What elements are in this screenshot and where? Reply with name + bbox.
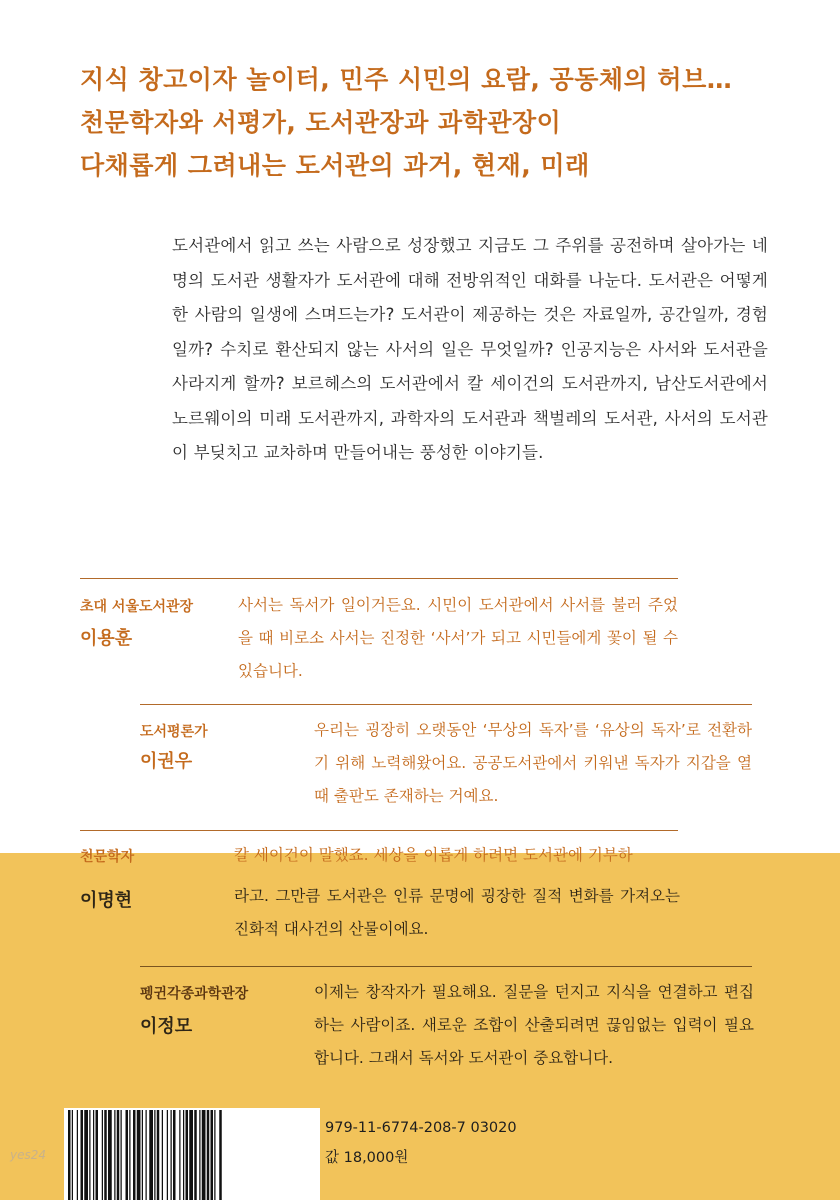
barcode-bar [157,1110,160,1200]
barcode-bar [129,1110,130,1200]
barcode-bar [202,1110,206,1200]
barcode-bar [167,1110,168,1200]
barcode-bar [207,1110,210,1200]
divider-2 [140,704,752,705]
barcode-bar [89,1110,90,1200]
barcode-bar [154,1110,155,1200]
barcode-bar [102,1110,103,1200]
barcode-bar [171,1110,172,1200]
divider-4 [140,966,752,967]
barcode-bar [179,1110,180,1200]
barcode-bar [68,1110,71,1200]
barcode-bar [189,1110,193,1200]
barcode-bar [84,1110,88,1200]
barcode-bar [186,1110,189,1200]
barcode-bar [108,1110,112,1200]
barcode-bar [117,1110,120,1200]
quote-3-name: 이명현 [80,890,133,911]
barcode-bar [126,1110,129,1200]
barcode-bar [162,1110,163,1200]
quote-4-name: 이정모 [140,1016,193,1037]
headline-line-3: 다채롭게 그려내는 도서관의 과거, 현재, 미래 [80,151,590,180]
headline-line-1: 지식 창고이자 놀이터, 민주 시민의 요람, 공동체의 허브… [80,65,733,94]
barcode-bar [194,1110,197,1200]
divider-3 [80,830,678,831]
barcode-bar [199,1110,200,1200]
quote-3-text-rest: 라고. 그만큼 도서관은 인류 문명에 굉장한 질적 변화를 가져오는 진화적 대사건의 산물이에요. [234,887,680,938]
quote-4-text: 이제는 창작자가 필요해요. 질문을 던지고 지식을 연결하고 편집하는 사람이죠. 새로운 조합이 산출되려면 끊임없는 입력이 필요합니다. 그래서 독서와 도서관이 중요합니다. [314,983,754,1067]
barcode-bar [219,1110,222,1200]
barcode-bar [96,1110,99,1200]
barcode-bar [149,1110,153,1200]
quote-1-text: 사서는 독서가 일이거든요. 시민이 도서관에서 사서를 불러 주었을 때 비로소 사서는 진정한 ‘사서’가 되고 시민들에게 꽃이 될 수 있습니다. [238,596,678,680]
headline-line-2: 천문학자와 서평가, 도서관장과 과학관장이 [80,108,562,137]
barcode-bar [142,1110,143,1200]
barcode-bar [81,1110,84,1200]
quote-3-text-line-1: 칼 세이건이 말했죠. 세상을 이롭게 하려면 도서관에 기부하 [234,846,633,864]
watermark-text: yes24 [10,1148,47,1162]
isbn-text: 979-11-6774-208-7 03020 [325,1120,517,1136]
barcode-bar [133,1110,136,1200]
barcode-bar [146,1110,147,1200]
barcode-bar [183,1110,184,1200]
quote-2-role: 도서평론가 [140,724,208,740]
barcode-bar [77,1110,78,1200]
barcode-bar [104,1110,107,1200]
quote-1-role: 초대 서울도서관장 [80,599,194,615]
barcode-bar [173,1110,176,1200]
barcode-bar [137,1110,141,1200]
quote-4-role: 펭귄각종과학관장 [140,986,249,1002]
barcode-bar [211,1110,214,1200]
barcode-box [64,1108,320,1200]
quote-1-name: 이용훈 [80,628,133,649]
barcode-bar [121,1110,122,1200]
quote-3-role: 천문학자 [80,849,135,865]
barcode-bar [214,1110,215,1200]
price-text: 값 18,000원 [325,1150,409,1166]
intro-paragraph: 도서관에서 읽고 쓰는 사람으로 성장했고 지금도 그 주위를 공전하며 살아가는 네 명의 도서관 생활자가 도서관에 대해 전방위적인 대화를 나눈다. 도서관은 어떻게 한 사람의 일생에 스며드는가? 도서관이 제공하는 것은 자료일까, 공간일까, 경험일까? 수치로 환산되지 않는 사서의 일은 무엇일까? 인공지능은 사서와 도서관을 사라지게 할까? 보르헤스의 도서관에서 칼 세이건의 도서관까지, 남산도서관에서 노르웨이의 미래 도서관까지, 과학자의 도서관과 책벌레의 도서관, 사서의 도서관이 부딪치고 교차하며 만들어내는 풍성한 이야기들. [172,236,768,462]
barcode-image [64,1108,320,1200]
quote-2-name: 이권우 [140,751,193,772]
barcode-bar [114,1110,115,1200]
headline [80,58,800,187]
quote-2-text: 우리는 굉장히 오랫동안 ‘무상의 독자’를 ‘유상의 독자’로 전환하기 위해 노력해왔어요. 공공도서관에서 키워낸 독자가 지갑을 열 때 출판도 존재하는 거예요. [314,721,752,805]
divider-1 [80,578,678,579]
barcode-bar [93,1110,94,1200]
barcode-bar [72,1110,73,1200]
